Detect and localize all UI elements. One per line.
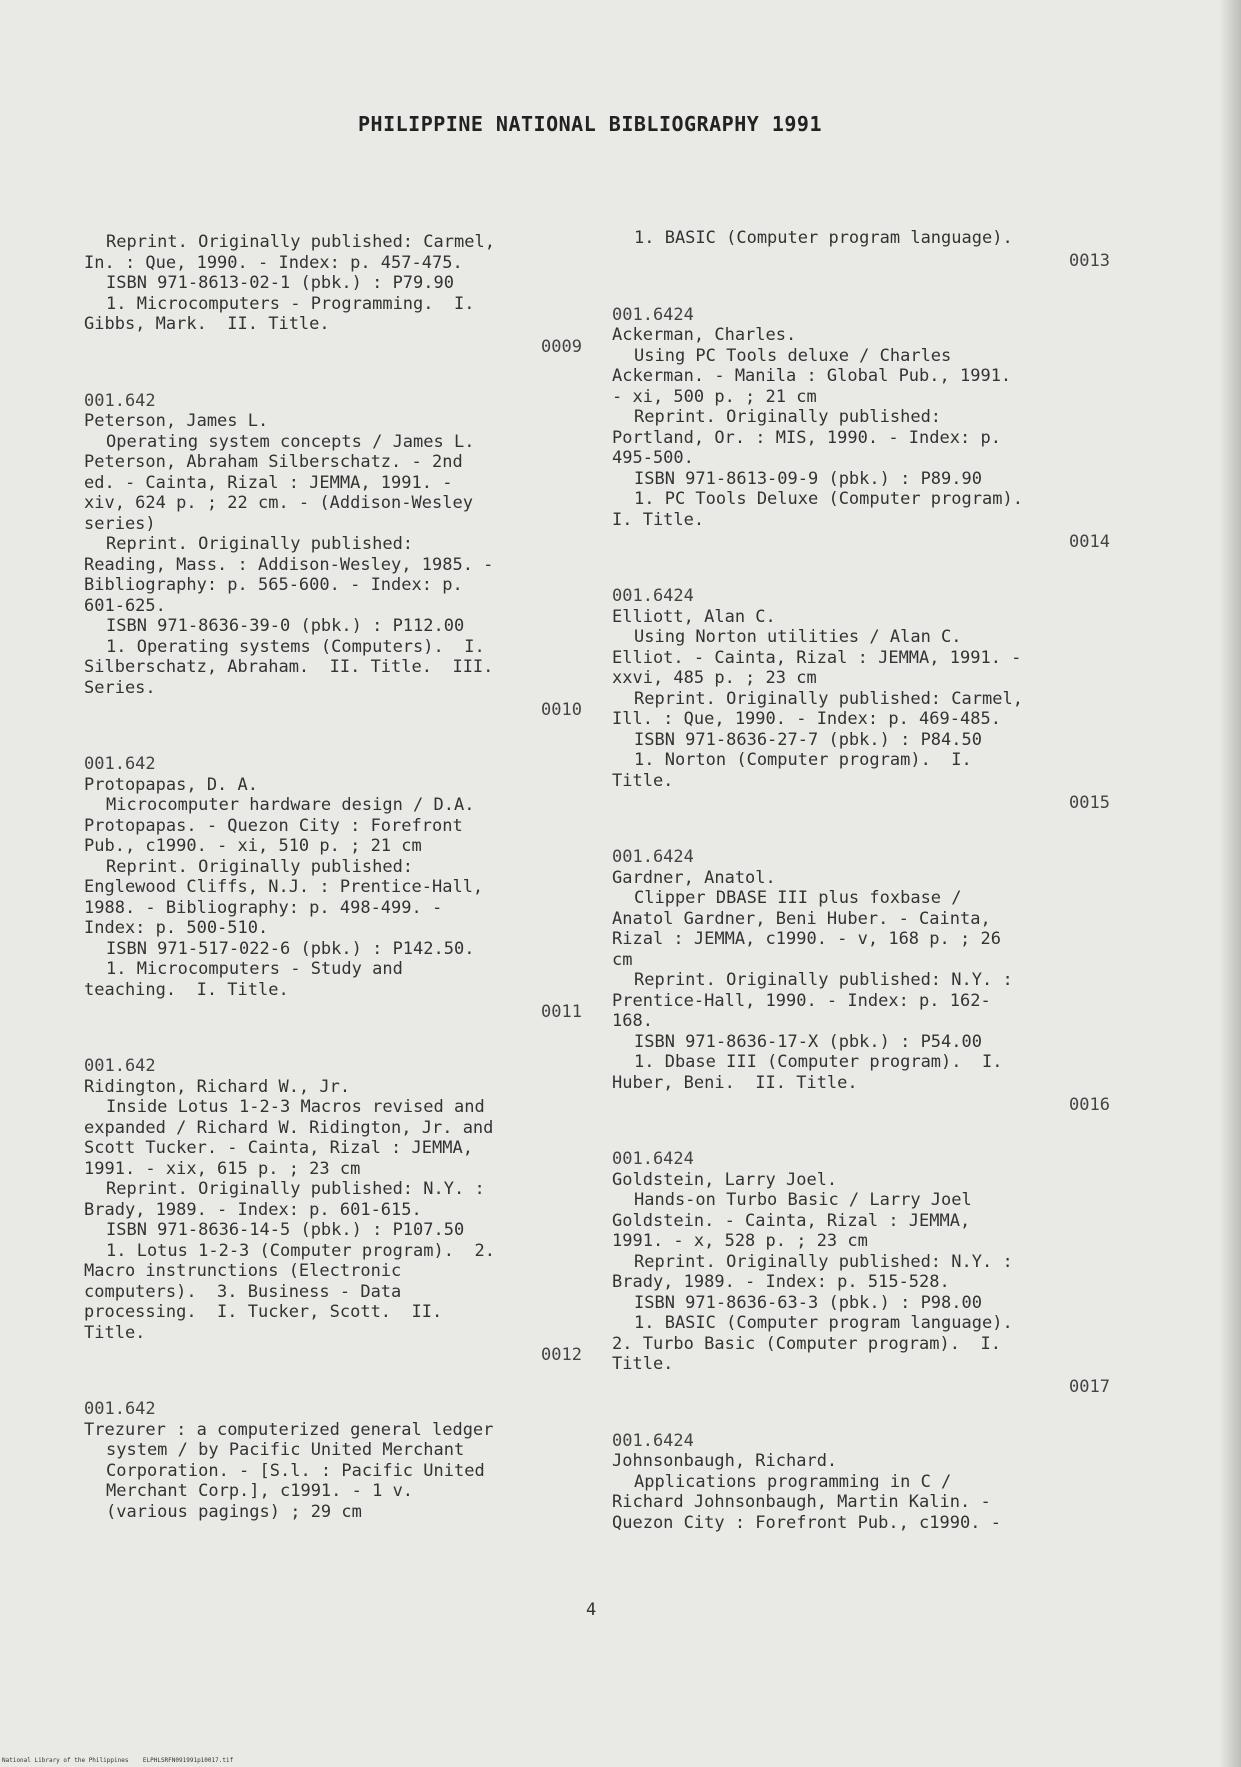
entry-line: series) — [84, 513, 156, 534]
entry-line: processing. I. Tucker, Scott. II. — [84, 1302, 443, 1322]
entry-line: (various pagings) ; 29 cm — [106, 1501, 362, 1522]
entry-line: 1. BASIC (Computer program language). — [634, 1313, 1013, 1333]
entry-line: Reprint. Originally published: Carmel, — [106, 232, 495, 252]
entry-line: ISBN 971-8636-63-3 (pbk.) : P98.00 — [634, 1292, 982, 1313]
entry-line: Englewood Cliffs, N.J. : Prentice-Hall, — [84, 877, 484, 897]
entry-line: Applications programming in C / — [634, 1471, 952, 1492]
entry-number: 0010 — [541, 700, 582, 720]
entry-line: computers). 3. Business - Data — [84, 1281, 402, 1302]
entry-line: 1. Dbase III (Computer program). I. — [634, 1052, 1003, 1072]
entry-line: Rizal : JEMMA, c1990. - v, 168 p. ; 26 — [612, 929, 1001, 949]
classification-number: 001.642 — [84, 1399, 156, 1419]
entry-line: Johnsonbaugh, Richard. — [612, 1451, 838, 1471]
entry-line: Reprint. Originally published: — [106, 534, 414, 554]
entry-line: Corporation. - [S.l. : Pacific United — [106, 1460, 485, 1481]
entry-line: Brady, 1989. - Index: p. 601-615. — [84, 1199, 422, 1220]
entry-line: Index: p. 500-510. — [84, 918, 269, 938]
entry-line: Reprint. Originally published: N.Y. : — [106, 1179, 485, 1199]
entry-line: 168. — [612, 1011, 653, 1031]
entry-line: 1. Operating systems (Computers). I. — [106, 636, 485, 657]
entry-line: Ill. : Que, 1990. - Index: p. 469-485. — [612, 709, 1001, 729]
entry-line: expanded / Richard W. Ridington, Jr. and — [84, 1117, 494, 1138]
entry-line: Reprint. Originally published: N.Y. : — [634, 970, 1013, 990]
classification-number: 001.6424 — [612, 1149, 694, 1169]
classification-number: 001.6424 — [612, 1430, 694, 1451]
entry-line: system / by Pacific United Merchant — [106, 1440, 465, 1460]
entry-line: 495-500. — [612, 448, 694, 468]
entry-line: 1. Microcomputers - Study and — [106, 959, 403, 979]
bibliography-entry — [612, 228, 1112, 271]
classification-number: 001.6424 — [612, 304, 694, 325]
bibliography-entry — [84, 754, 584, 1022]
entry-line: 1. Norton (Computer program). I. — [634, 750, 972, 770]
right-column — [612, 228, 1112, 1567]
page-number: 4 — [586, 1600, 597, 1620]
entry-line: Pub., c1990. - xi, 510 p. ; 21 cm — [84, 836, 422, 856]
entry-line: Operating system concepts / James L. — [106, 431, 475, 452]
entry-line: - xi, 500 p. ; 21 cm — [612, 386, 817, 407]
entry-line: ISBN 971-8636-14-5 (pbk.) : P107.50 — [106, 1220, 465, 1240]
entry-line: I. Title. — [612, 509, 705, 530]
entry-line: Ridington, Richard W., Jr. — [84, 1076, 351, 1097]
classification-number: 001.6424 — [612, 586, 694, 606]
entry-number: 0015 — [1069, 793, 1110, 813]
entry-line: Anatol Gardner, Beni Huber. - Cainta, — [612, 908, 991, 929]
bibliography-entry — [612, 1431, 1112, 1534]
entry-number: 0012 — [541, 1345, 582, 1365]
entry-line: ISBN 971-8636-27-7 (pbk.) : P84.50 — [634, 729, 982, 750]
entry-line: 1991. - xix, 615 p. ; 23 cm — [84, 1158, 361, 1179]
entry-line: Using PC Tools deluxe / Charles — [634, 345, 952, 366]
entry-line: ISBN 971-8613-09-9 (pbk.) : P89.90 — [634, 468, 982, 489]
entry-line: xiv, 624 p. ; 22 cm. - (Addison-Wesley — [84, 493, 473, 513]
entry-line: 1. PC Tools Deluxe (Computer program). — [634, 489, 1023, 509]
entry-line: Prentice-Hall, 1990. - Index: p. 162- — [612, 990, 991, 1011]
entry-line: Inside Lotus 1-2-3 Macros revised and — [106, 1097, 485, 1117]
entry-line: Goldstein, Larry Joel. — [612, 1169, 838, 1190]
entry-line: ISBN 971-8636-17-X (pbk.) : P54.00 — [634, 1031, 982, 1052]
entry-line: Title. — [84, 1322, 146, 1343]
bibliography-entry — [612, 305, 1112, 553]
entry-line: Clipper DBASE III plus foxbase / — [634, 888, 962, 908]
entry-line: Ackerman, Charles. — [612, 325, 797, 345]
entry-line: Reprint. Originally published: N.Y. : — [634, 1251, 1013, 1272]
page-edge-shadow — [1219, 0, 1241, 1767]
entry-line: Scott Tucker. - Cainta, Rizal : JEMMA, — [84, 1138, 473, 1158]
entry-line: Microcomputer hardware design / D.A. — [106, 795, 475, 815]
bibliography-entry — [84, 391, 584, 721]
entry-line: 1991. - x, 528 p. ; 23 cm — [612, 1231, 868, 1251]
entry-line: 1988. - Bibliography: p. 498-499. - — [84, 897, 443, 918]
bibliography-entry — [612, 847, 1112, 1115]
entry-line: Reprint. Originally published: — [106, 856, 414, 877]
entry-line: 1. BASIC (Computer program language). — [634, 228, 1013, 248]
entry-line: 1. Microcomputers - Programming. I. — [106, 293, 475, 314]
entry-line: Brady, 1989. - Index: p. 515-528. — [612, 1272, 950, 1292]
entry-line: ISBN 971-8613-02-1 (pbk.) : P79.90 — [106, 273, 454, 293]
entry-line: 1. Lotus 1-2-3 (Computer program). 2. — [106, 1240, 495, 1261]
entry-line: Series. — [84, 677, 156, 698]
entry-number: 0014 — [1069, 532, 1110, 552]
classification-number: 001.6424 — [612, 847, 694, 867]
entry-line: Elliot. - Cainta, Rizal : JEMMA, 1991. - — [612, 647, 1022, 668]
bibliography-entry — [612, 1149, 1112, 1397]
entry-line: Gibbs, Mark. II. Title. — [84, 314, 330, 334]
scan-footer-note: National Library of the Philippines ELPHLSRFN091991p10017.tif — [2, 1757, 234, 1764]
entry-line: 2. Turbo Basic (Computer program). I. — [612, 1333, 1001, 1354]
bibliography-entry — [84, 1399, 584, 1522]
entry-line: Reprint. Originally published: — [634, 407, 942, 427]
entry-line: Peterson, James L. — [84, 411, 269, 431]
bibliography-entry — [84, 232, 584, 357]
page-title: PHILIPPINE NATIONAL BIBLIOGRAPHY 1991 — [357, 112, 823, 136]
entry-line: teaching. I. Title. — [84, 979, 289, 1000]
entry-line: Huber, Beni. II. Title. — [612, 1072, 858, 1093]
entry-line: Portland, Or. : MIS, 1990. - Index: p. — [612, 427, 1001, 448]
entry-line: Elliott, Alan C. — [612, 606, 776, 627]
entry-number: 0011 — [541, 1002, 582, 1022]
entry-number: 0017 — [1069, 1376, 1110, 1397]
bibliography-entry — [612, 586, 1112, 813]
entry-line: Title. — [612, 770, 674, 791]
entry-line: Peterson, Abraham Silberschatz. - 2nd — [84, 452, 463, 472]
bibliography-entry — [84, 1056, 584, 1365]
entry-number: 0009 — [541, 336, 582, 357]
entry-line: In. : Que, 1990. - Index: p. 457-475. — [84, 252, 463, 273]
classification-number: 001.642 — [84, 1056, 156, 1076]
entry-line: Goldstein. - Cainta, Rizal : JEMMA, — [612, 1210, 971, 1231]
entry-line: Quezon City : Forefront Pub., c1990. - — [612, 1512, 1001, 1533]
entry-line: Protopapas, D. A. — [84, 774, 258, 795]
entry-line: Title. — [612, 1354, 674, 1374]
entry-line: cm — [612, 949, 633, 970]
classification-number: 001.642 — [84, 754, 156, 774]
left-column — [84, 232, 584, 1556]
entry-line: ISBN 971-517-022-6 (pbk.) : P142.50. — [106, 938, 475, 959]
entry-line: Ackerman. - Manila : Global Pub., 1991. — [612, 366, 1012, 386]
entry-line: Gardner, Anatol. — [612, 867, 776, 888]
classification-number: 001.642 — [84, 390, 156, 411]
entry-line: Hands-on Turbo Basic / Larry Joel — [634, 1190, 972, 1210]
entry-line: ed. - Cainta, Rizal : JEMMA, 1991. - — [84, 472, 453, 493]
entry-line: 601-625. — [84, 595, 166, 616]
entry-line: Using Norton utilities / Alan C. — [634, 627, 962, 647]
entry-line: Reading, Mass. : Addison-Wesley, 1985. - — [84, 554, 494, 575]
entry-line: Trezurer : a computerized general ledger — [84, 1419, 494, 1440]
entry-line: Macro instrunctions (Electronic — [84, 1261, 402, 1281]
entry-number: 0016 — [1069, 1095, 1110, 1115]
entry-line: ISBN 971-8636-39-0 (pbk.) : P112.00 — [106, 616, 465, 636]
entry-line: Bibliography: p. 565-600. - Index: p. — [84, 575, 463, 595]
entry-line: Protopapas. - Quezon City : Forefront — [84, 815, 463, 836]
entry-line: Richard Johnsonbaugh, Martin Kalin. - — [612, 1492, 991, 1512]
entry-number: 0013 — [1069, 250, 1110, 271]
entry-line: Reprint. Originally published: Carmel, — [634, 688, 1023, 709]
entry-line: Merchant Corp.], c1991. - 1 v. — [106, 1481, 414, 1501]
entry-line: xxvi, 485 p. ; 23 cm — [612, 668, 817, 688]
entry-line: Silberschatz, Abraham. II. Title. III. — [84, 657, 494, 677]
